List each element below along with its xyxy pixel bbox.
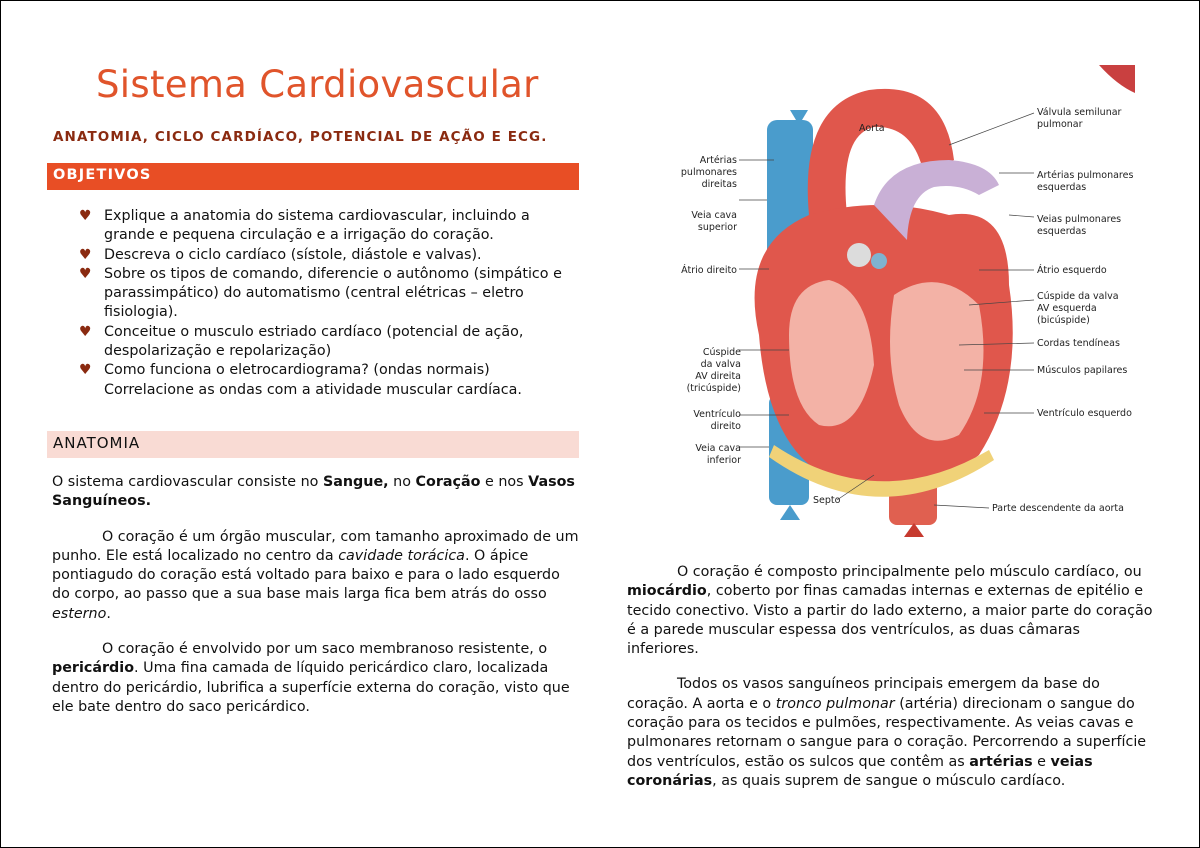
label-left-ventricle: Ventrículo esquerdo [1037, 408, 1132, 419]
label-left-pulmonary-arteries: Artérias pulmonares [1037, 170, 1134, 181]
objectives-header: OBJETIVOS [47, 163, 579, 190]
label-tricuspid-valve: Cúspide [702, 347, 741, 358]
svg-text:pulmonar: pulmonar [1037, 119, 1083, 130]
label-right-ventricle: Ventrículo [693, 409, 741, 420]
heart-bullet-icon: ♥ [79, 362, 92, 379]
label-chordae-tendineae: Cordas tendíneas [1037, 338, 1120, 349]
label-right-atrium: Átrio direito [681, 265, 737, 276]
paragraph: O coração é envolvido por um saco membranoso resistente, o pericárdio. Uma fina camada de líquido pericárdico claro, localizada dentro do pericárdio, lubrifica a superfície externa do coração, visto que ele bate dentro do saco pericárdico. [52, 641, 570, 715]
list-item: ♥ Descreva o ciclo cardíaco (sístole, diástole e valvas). [79, 246, 579, 265]
label-descending-aorta: Parte descendente da aorta [992, 503, 1124, 514]
paragraph: O sistema cardiovascular consiste no Sangue, no Coração e nos Vasos Sanguíneos. [52, 474, 575, 510]
label-left-atrium: Átrio esquerdo [1037, 265, 1107, 276]
svg-text:pulmonares: pulmonares [680, 167, 737, 178]
label-aorta: Aorta [859, 123, 885, 134]
heart-bullet-icon: ♥ [79, 246, 92, 263]
objectives-list [79, 207, 579, 400]
label-inferior-vena-cava: Veia cava [695, 443, 741, 454]
left-text-column [52, 473, 579, 733]
svg-text:esquerdas: esquerdas [1037, 226, 1087, 237]
svg-text:esquerdas: esquerdas [1037, 182, 1087, 193]
list-item: ♥ Sobre os tipos de comando, diferencie o autônomo (simpático e parassimpático) do automatismo (central elétricas – eletro fisiologia). [79, 265, 562, 321]
svg-text:inferior: inferior [706, 455, 741, 466]
heart-bullet-icon: ♥ [79, 323, 92, 340]
page-subtitle: ANATOMIA, CICLO CARDÍACO, POTENCIAL DE AÇÃO E ECG. [53, 129, 548, 145]
svg-text:(bicúspide): (bicúspide) [1037, 315, 1090, 326]
anatomy-header: ANATOMIA [47, 431, 579, 458]
page-title: Sistema Cardiovascular [96, 63, 539, 106]
label-papillary-muscles: Músculos papilares [1037, 365, 1128, 376]
paragraph: Todos os vasos sanguíneos principais emergem da base do coração. A aorta e o tronco pulmonar (artéria) direcionam o sangue do coração para os tecidos e pulmões, respectivamente. As veias cavas e pulmonares retornam o sangue para o coração. Percorrendo a superfície dos ventrículos, estão os sulcos que contêm as artérias e veias coronárias, as quais suprem de sangue o músculo cardíaco. [627, 676, 1147, 789]
svg-text:direitas: direitas [701, 179, 737, 190]
heart-anatomy-figure [679, 65, 1135, 543]
list-item: ♥ Explique a anatomia do sistema cardiovascular, incluindo a grande e pequena circulação e a irrigação do coração. [79, 208, 530, 244]
svg-text:AV direita: AV direita [695, 371, 741, 382]
heart-bullet-icon: ♥ [79, 265, 92, 282]
list-item: ♥ Como funciona o eletrocardiograma? (ondas normais) Correlacione as ondas com a atividade muscular cardíaca. [79, 362, 522, 398]
svg-text:da valva: da valva [700, 359, 741, 370]
list-item: ♥ Conceitue o musculo estriado cardíaco (potencial de ação, despolarização e repolarização) [79, 323, 524, 360]
svg-text:AV esquerda: AV esquerda [1037, 303, 1097, 314]
label-right-pulmonary-arteries: Artérias [699, 155, 737, 166]
paragraph: O coração é um órgão muscular, com tamanho aproximado de um punho. Ele está localizado no centro da cavidade torácica. O ápice pontiagudo do coração está voltado para baixo e para o lado esquerdo do corpo, ao passo que a sua base mais larga fica bem atrás do osso esterno. [52, 528, 579, 622]
label-pulmonary-valve: Válvula semilunar [1037, 107, 1122, 118]
label-septum: Septo [813, 495, 841, 506]
label-bicuspid-valve: Cúspide da valva [1037, 291, 1119, 302]
svg-text:superior: superior [697, 222, 737, 233]
label-superior-vena-cava: Veia cava [691, 210, 737, 221]
svg-text:direito: direito [710, 421, 741, 432]
label-left-pulmonary-veins: Veias pulmonares [1037, 214, 1122, 225]
paragraph: O coração é composto principalmente pelo músculo cardíaco, ou miocárdio, coberto por finas camadas internas e externas de epitélio e tecido conectivo. Visto a partir do lado externo, a maior parte do coração é a parede muscular espessa dos ventrículos, as duas câmaras inferiores. [627, 564, 1153, 658]
heart-bullet-icon: ♥ [79, 208, 92, 224]
svg-text:(tricúspide): (tricúspide) [686, 383, 741, 394]
right-text-column [627, 563, 1153, 807]
